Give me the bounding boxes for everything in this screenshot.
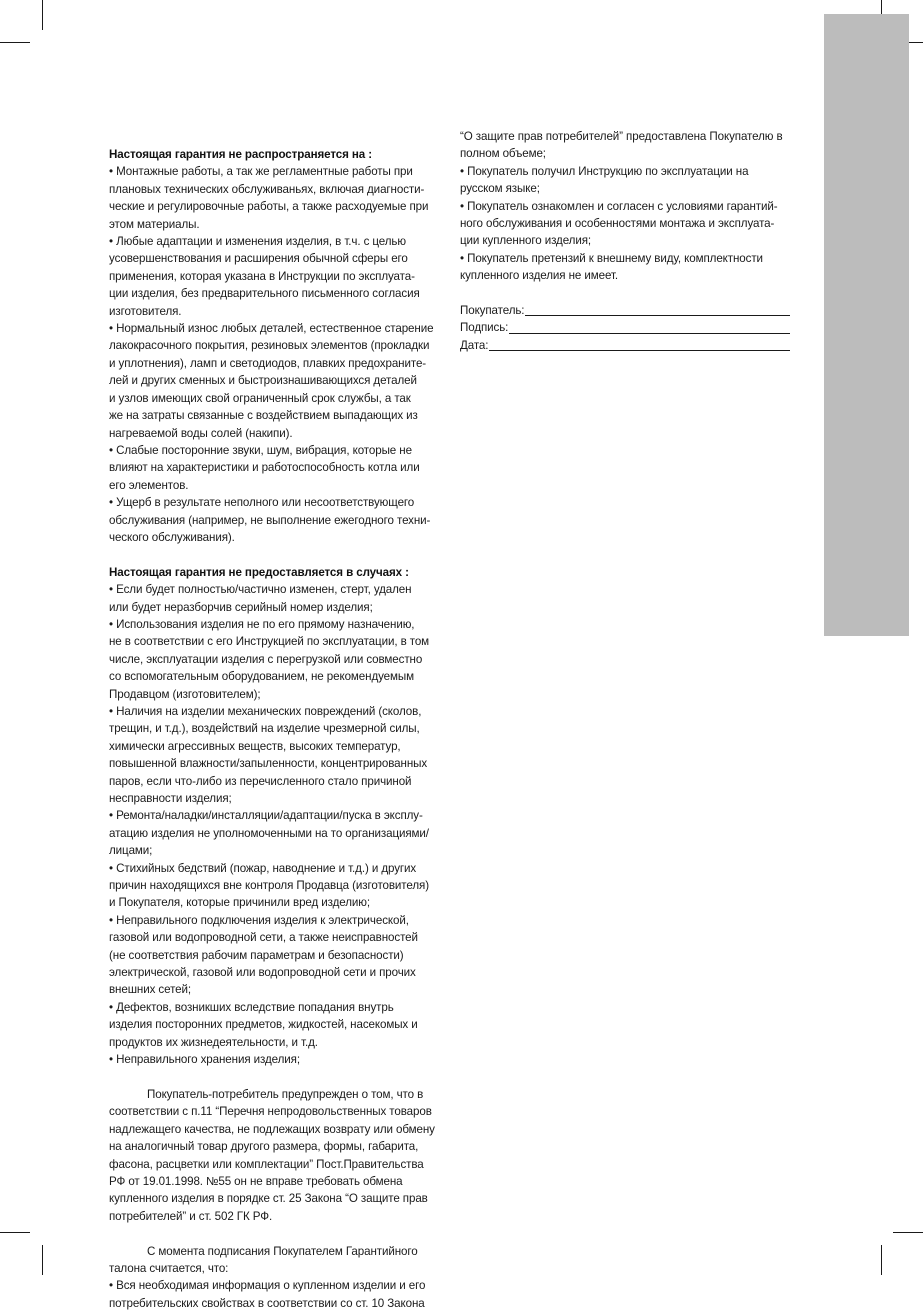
- heading-not-covered: Настоящая гарантия не распространяется на :: [109, 148, 373, 161]
- buyer-field[interactable]: [460, 302, 790, 319]
- signature-input-line[interactable]: [509, 333, 790, 334]
- text-line: изделия посторонних предметов, жидкостей, насекомых и: [109, 1018, 418, 1032]
- right-column: [460, 128, 795, 354]
- date-input-line[interactable]: [489, 350, 790, 351]
- spacer: [109, 1069, 441, 1086]
- text-line: • Любые адаптации и изменения изделия, в т.ч. с целью: [109, 235, 406, 249]
- crop-mark-top-left-vertical: [42, 0, 43, 30]
- spacer: [109, 1225, 441, 1242]
- spacer: [109, 546, 441, 563]
- crop-mark-bottom-right-vertical: [881, 1245, 882, 1275]
- text-line: причин находящихся вне контроля Продавца (изготовителя): [109, 879, 429, 893]
- text-line: его элементов.: [109, 478, 189, 492]
- text-line: химически агрессивных веществ, высоких температур,: [109, 739, 401, 753]
- text-line: внешних сетей;: [109, 983, 191, 997]
- text-line: числе, эксплуатации изделия с перегрузкой или совместно: [109, 652, 423, 666]
- paragraph-consumer-warning: [109, 1086, 441, 1225]
- text-line: надлежащего качества, не подлежащих возврату или обмену: [109, 1122, 435, 1136]
- text-line: • Ущерб в результате неполного или несоответствующего: [109, 496, 415, 510]
- text-line: • Дефектов, возникших вследствие попадания внутрь: [109, 1000, 394, 1014]
- text-line: нагреваемой воды солей (накипи).: [109, 426, 293, 440]
- text-line: не в соответствии с его Инструкцией по эксплуатации, в том: [109, 635, 430, 649]
- text-line: или будет неразборчив серийный номер изделия;: [109, 600, 373, 614]
- signing-conditions-continued: [460, 128, 795, 285]
- text-line: • Покупатель претензий к внешнему виду, комплектности: [460, 251, 763, 265]
- text-line: фасона, расцветки или комплектации” Пост.Правительства: [109, 1157, 424, 1171]
- text-line: • Стихийных бедствий (пожар, наводнение и т.д.) и других: [109, 861, 417, 875]
- signature-fields: [460, 302, 790, 354]
- text-line: изготовителя.: [109, 304, 182, 318]
- text-line: повышенной влажности/запыленности, концентрированных: [109, 757, 428, 771]
- text-line: влияют на характеристики и работоспособность котла или: [109, 461, 420, 475]
- text-line: ции купленного изделия;: [460, 234, 592, 248]
- text-line: газовой или водопроводной сети, а также неисправностей: [109, 931, 418, 945]
- crop-mark-bottom-left-vertical: [42, 1245, 43, 1275]
- text-line: этом материалы.: [109, 217, 200, 231]
- text-line: (не соответствия рабочим параметрам и безопасности): [109, 948, 404, 962]
- section-not-covered-list: [109, 163, 441, 546]
- text-line: ческие и регулировочные работы, а также расходуемые при: [109, 200, 429, 214]
- text-line: ческого обслуживания).: [109, 530, 235, 544]
- text-line: • Неправильного подключения изделия к электрической,: [109, 913, 409, 927]
- text-line: паров, если что-либо из перечисленного стало причиной: [109, 774, 412, 788]
- text-line: • Неправильного хранения изделия;: [109, 1053, 300, 1067]
- text-line: • Покупатель получил Инструкцию по эксплуатации на: [460, 164, 749, 178]
- text-line: лей и других сменных и быстроизнашивающихся деталей: [109, 374, 417, 388]
- text-line: • Монтажные работы, а так же регламентные работы при: [109, 165, 413, 179]
- date-field[interactable]: [460, 337, 790, 354]
- text-line: Покупатель-потребитель предупрежден о том, что в: [147, 1087, 424, 1101]
- text-line: “О защите прав потребителей” предоставлена Покупателю в: [460, 130, 783, 143]
- text-line: лакокрасочного покрытия, резиновых элементов (прокладки: [109, 339, 430, 353]
- text-line: со вспомогательным оборудованием, не рекомендуемым: [109, 670, 414, 684]
- text-line: Продавцом (изготовителем);: [109, 687, 261, 701]
- side-tab-gray: [824, 14, 909, 636]
- text-line: • Вся необходимая информация о купленном изделии и его: [109, 1279, 426, 1293]
- text-line: усовершенствования и расширения обычной сферы его: [109, 252, 408, 266]
- text-line: атацию изделия не уполномоченными на то организациями/: [109, 826, 429, 840]
- text-line: • Ремонта/наладки/инсталляции/адаптации/пуска в эксплу-: [109, 809, 423, 823]
- text-line: и узлов имеющих свой ограниченный срок службы, а так: [109, 391, 411, 405]
- text-line: полном объеме;: [460, 147, 546, 161]
- text-line: применения, которая указана в Инструкции по эксплуата-: [109, 269, 415, 283]
- text-line: трещин, и т.д.), воздействий на изделие чрезмерной силы,: [109, 722, 420, 736]
- text-line: купленного изделия в порядке ст. 25 Закона “О защите прав: [109, 1192, 428, 1206]
- spacer: [460, 285, 795, 302]
- text-line: • Слабые посторонние звуки, шум, вибрация, которые не: [109, 443, 412, 457]
- text-line: плановых технических обслуживаньях, включая диагности-: [109, 182, 425, 196]
- signature-label: Подпись:: [460, 321, 509, 335]
- section-not-provided-list: [109, 581, 441, 1068]
- text-line: соответствии с п.11 “Перечня непродовольственных товаров: [109, 1105, 432, 1119]
- crop-mark-bottom-left-horizontal: [0, 1232, 30, 1233]
- paragraph-signing-conditions: [109, 1243, 441, 1312]
- text-line: электрической, газовой или водопроводной сети и прочих: [109, 966, 416, 980]
- text-line: лицами;: [109, 844, 153, 858]
- text-line: • Покупатель ознакомлен и согласен с условиями гарантий-: [460, 199, 778, 213]
- text-line: потребителей” и ст. 502 ГК РФ.: [109, 1209, 273, 1223]
- text-line: потребительских свойствах в соответствии со ст. 10 Закона: [109, 1296, 425, 1310]
- text-line: на аналогичный товар другого размера, формы, габарита,: [109, 1140, 419, 1154]
- left-column: [109, 146, 441, 1312]
- signature-field[interactable]: [460, 319, 790, 336]
- crop-mark-bottom-right-horizontal: [893, 1232, 923, 1233]
- text-line: и Покупателя, которые причинили вред изделию;: [109, 896, 371, 910]
- text-line: ции изделия, без предварительного письменного согласия: [109, 287, 420, 301]
- text-line: купленного изделия не имеет.: [460, 269, 618, 283]
- heading-not-provided: Настоящая гарантия не предоставляется в случаях :: [109, 565, 409, 579]
- text-line: РФ от 19.01.1998. №55 он не вправе требовать обмена: [109, 1174, 403, 1188]
- date-label: Дата:: [460, 338, 489, 352]
- text-line: русском языке;: [460, 182, 540, 196]
- text-line: • Если будет полностью/частично изменен, стерт, удален: [109, 583, 412, 597]
- buyer-label: Покупатель:: [460, 304, 525, 318]
- crop-mark-top-left-horizontal: [0, 42, 30, 43]
- buyer-input-line[interactable]: [525, 315, 790, 316]
- text-line: • Нормальный износ любых деталей, естественное старение: [109, 322, 434, 336]
- text-line: ного обслуживания и особенностями монтажа и эксплуата-: [460, 217, 775, 231]
- text-line: • Наличия на изделии механических повреждений (сколов,: [109, 704, 422, 718]
- text-line: • Использования изделия не по его прямому назначению,: [109, 617, 415, 631]
- text-line: же на затраты связанные с воздействием выпадающих из: [109, 409, 418, 423]
- text-line: обслуживания (например, не выполнение ежегодного техни-: [109, 513, 431, 527]
- text-line: несправности изделия;: [109, 792, 232, 806]
- text-line: талона считается, что:: [109, 1261, 229, 1275]
- text-line: С момента подписания Покупателем Гарантийного: [147, 1244, 418, 1258]
- text-line: и уплотнения), ламп и светодиодов, плавких предохраните-: [109, 356, 427, 370]
- text-line: продуктов их жизнедеятельности, и т.д.: [109, 1035, 318, 1049]
